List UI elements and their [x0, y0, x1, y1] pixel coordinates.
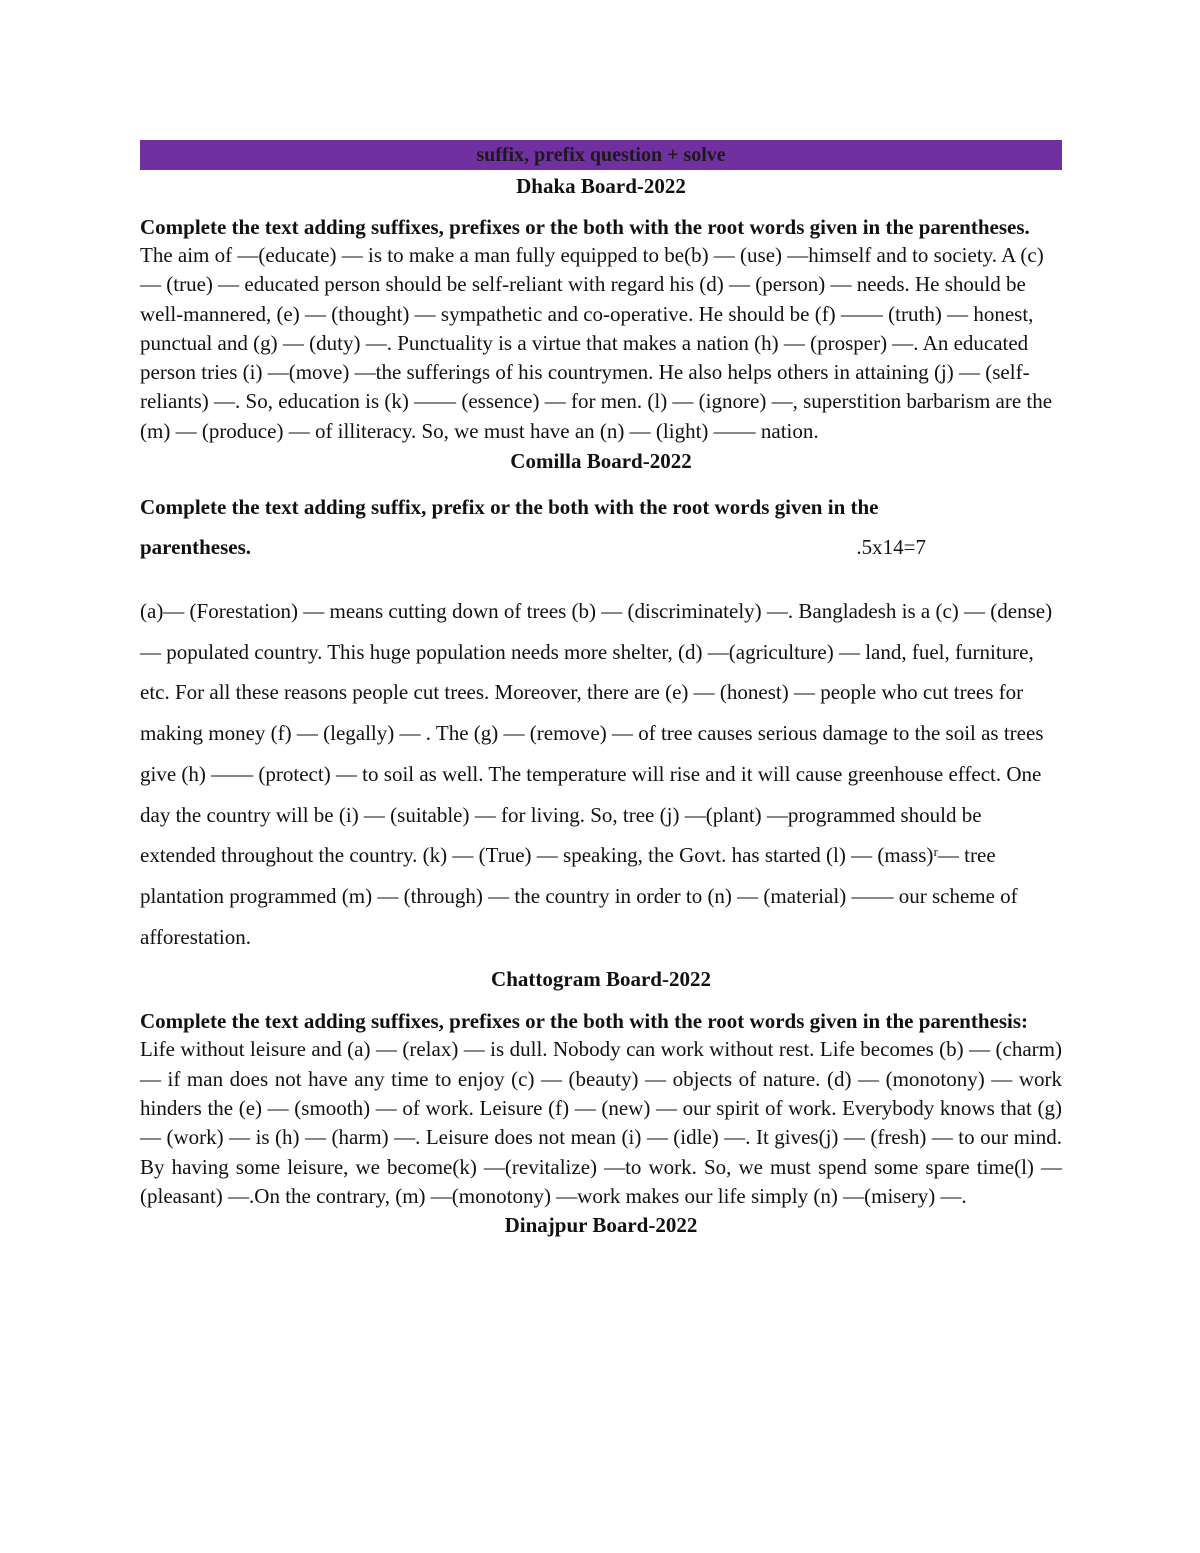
board-heading-chattogram: Chattogram Board-2022: [491, 967, 711, 992]
instruction-comilla-line2-row: [140, 527, 1062, 567]
board-heading-comilla: Comilla Board-2022: [510, 449, 692, 474]
board-heading-dhaka: Dhaka Board-2022: [516, 174, 686, 198]
title-banner: suffix, prefix question + solve: [140, 140, 1062, 170]
instruction-dhaka: Complete the text adding suffixes, prefixes or the both with the root words given in the parentheses.: [140, 215, 1030, 239]
document-page: [140, 140, 1062, 1239]
passage-dhaka: The aim of —(educate) — is to make a man fully equipped to be(b) — (use) —himself and to society. A (c) — (true) — educated person should be self-reliant with regard his (d) — (person) — needs. He should be well-mannered, (e) — (thought) — sympathetic and co-operative. He should be (f) —— (truth) — honest, punctual and (g) — (duty) —. Punctuality is a virtue that makes a nation (h) — (prosper) —. An educated person tries (i) —(move) —the sufferings of his countrymen. He also helps others in attaining (j) — (self-reliants) —. So, education is (k) —— (essence) — for men. (l) — (ignore) —, superstition barbarism are the (m) — (produce) — of illiteracy. So, we must have an (n) — (light) —— nation.: [140, 243, 1053, 443]
instruction-comilla: [140, 487, 1062, 567]
instruction-comilla-line1: Complete the text adding suffix, prefix or the both with the root words given in the: [140, 495, 879, 520]
passage-comilla: (a)— (Forestation) — means cutting down of trees (b) — (discriminately) —. Bangladesh is a (c) — (dense) — populated country. This huge population needs more shelter, (d) —(agriculture) — land, fuel, furniture, etc. For all these reasons people cut trees. Moreover, there are (e) — (honest) — people who cut trees for making money (f) — (legally) — . The (g) — (remove) — of tree causes serious damage to the soil as trees give (h) —— (protect) — to soil as well. The temperature will rise and it will cause greenhouse effect. One day the country will be (i) — (suitable) — for living. So, tree (j) —(plant) —programmed should be extended throughout the country. (k) — (True) — speaking, the Govt. has started (l) — (mass)ʳ— tree plantation programmed (m) — (through) — the country in order to (n) — (material) —— our scheme of afforestation.: [140, 599, 1053, 949]
passage-chattogram: Life without leisure and (a) — (relax) — is dull. Nobody can work without rest. Life becomes (b) — (charm) — if man does not have any time to enjoy (c) — (beauty) — objects of nature. (d) — (monotony) — work hinders the (e) — (smooth) — of work. Leisure (f) — (new) — our spirit of work. Everybody knows that (g) — (work) — is (h) — (harm) —. Leisure does not mean (i) — (idle) —. It gives(j) — (fresh) — to our mind. By having some leisure, we become(k) —(revitalize) —to work. So, we must spend some spare time(l) —(pleasant) —.On the contrary, (m) —(monotony) —work makes our life simply (n) —(misery) —.: [140, 1037, 1062, 1208]
board-heading-dinajpur: Dinajpur Board-2022: [504, 1213, 698, 1238]
instruction-chattogram: Complete the text adding suffixes, prefixes or the both with the root words given in the parenthesis:: [140, 1009, 1029, 1034]
instruction-comilla-line2: parentheses.: [140, 535, 252, 560]
marks-label: .5x14=7: [856, 535, 926, 560]
